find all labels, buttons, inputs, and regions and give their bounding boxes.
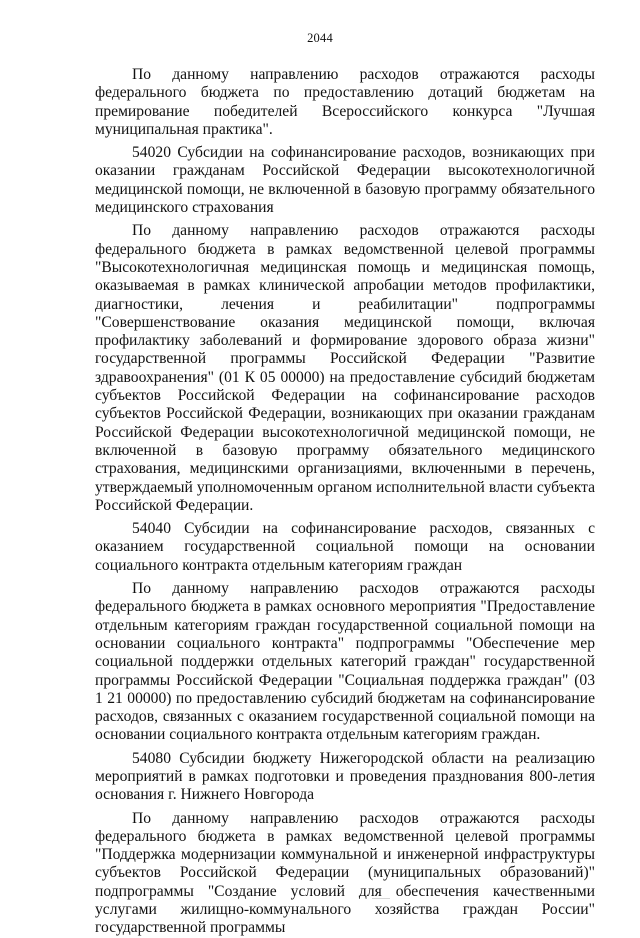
paragraph-54080-heading: 54080 Субсидии бюджету Нижегородской области на реализацию мероприятий в рамках подготовки и проведения празднования 800-летия основания г. Нижнего Новгорода <box>95 749 595 804</box>
paragraph-54020-heading: 54020 Субсидии на софинансирование расходов, возникающих при оказании гражданам Российской Федерации высокотехнологичной медицинской помощи, не включенной в базовую программу обязательного медицинского страхования <box>95 144 595 217</box>
paragraph-54020-description: По данному направлению расходов отражаются расходы федерального бюджета в рамках ведомственной целевой программы "Высокотехнологичная медицинская помощь и медицинская помощь, оказываемая в рамках клинической апробации методов профилактики, диагностики, лечения и реабилитации" подпрограммы "Совершенствование оказания медицинской помощи, включая профилактику заболеваний и формирование здорового образа жизни" государственной программы Российской Федерации "Развитие здравоохранения" (01 К 05 00000) на предоставление субсидий бюджетам субъектов Российской Федерации на софинансирование расходов субъектов Российской Федерации, возникающих при оказании гражданам Российской Федерации высокотехнологичной медицинской помощи, не включенной в базовую программу обязательного медицинского страхования, медицинскими организациями, включенными в перечень, утверждаемый уполномоченным органом исполнительной власти субъекта Российской Федерации. <box>95 222 595 514</box>
page-number: 2044 <box>307 31 333 45</box>
paragraph-54080-description: По данному направлению расходов отражаются расходы федерального бюджета в рамках ведомственной целевой программы "Поддержка модернизации коммунальной и инженерной инфраструктуры субъектов Российской Федерации (муниципальных образований)" подпрограммы "Создание условий для обеспечения качественными услугами жилищно-коммунального хозяйства граждан России" государственной программы <box>95 809 595 937</box>
paragraph-premium-description: По данному направлению расходов отражаются расходы федерального бюджета по предоставлению дотаций бюджетам на премирование победителей Всероссийского конкурса "Лучшая муниципальная практика". <box>95 66 595 138</box>
paragraph-54040-description: По данному направлению расходов отражаются расходы федерального бюджета в рамках основного мероприятия "Предоставление отдельным категориям граждан государственной социальной помощи на основании социального контракта" подпрограммы "Обеспечение мер социальной поддержки отдельных категорий граждан" государственной программы Российской Федерации "Социальная поддержка граждан" (03 1 21 00000) по предоставлению субсидий бюджетам на софинансирование расходов, связанных с оказанием государственной социальной помощи на основании социального контракта отдельным категориям граждан. <box>95 580 595 744</box>
scan-artifact <box>372 898 390 905</box>
paragraph-54040-heading: 54040 Субсидии на софинансирование расходов, связанных с оказанием государственной социальной помощи на основании социального контракта отдельным категориям граждан <box>95 520 595 574</box>
document-body <box>95 66 595 938</box>
